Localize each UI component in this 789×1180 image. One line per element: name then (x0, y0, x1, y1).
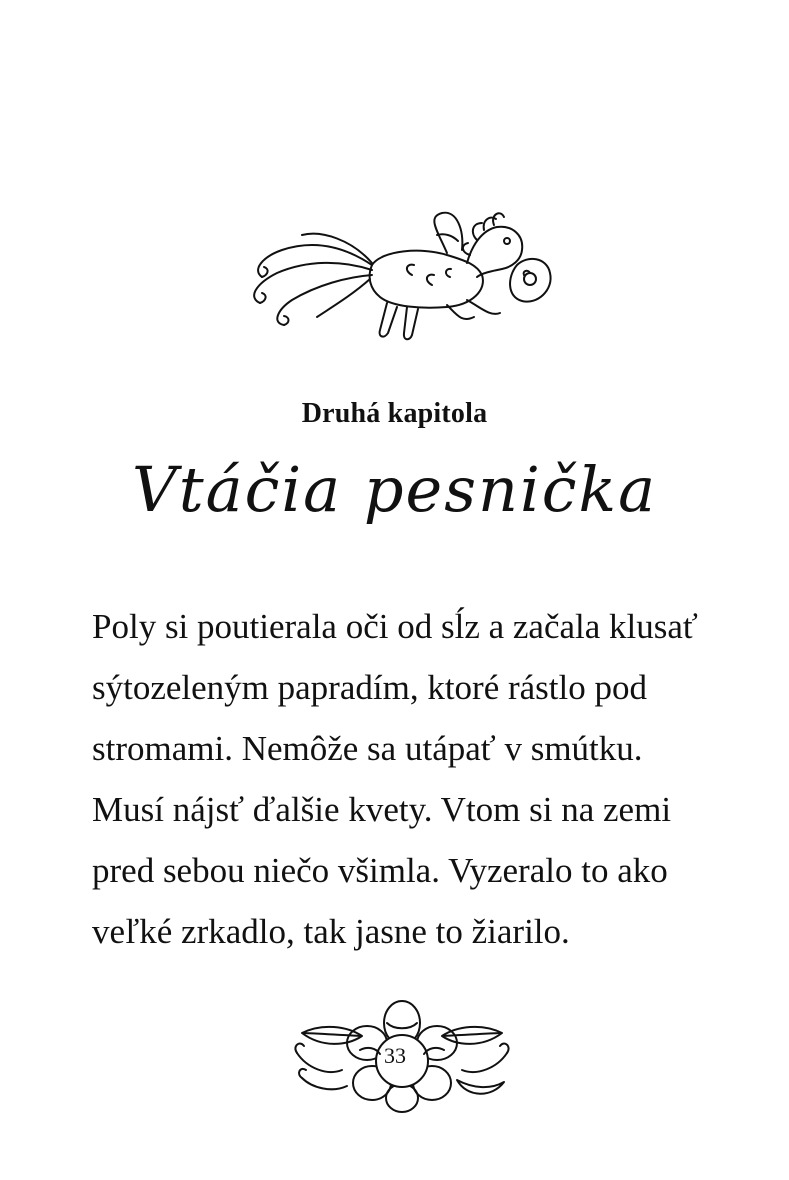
body-paragraph (92, 596, 712, 962)
pony-illustration-icon (232, 205, 562, 355)
chapter-label: Druhá kapitola (301, 398, 488, 429)
page-number: 33 (384, 1043, 406, 1068)
body-line: pred sebou niečo všimla. Vyzeralo to ako (92, 851, 668, 890)
body-line: stromami. Nemôže sa utápať v smútku. (92, 729, 643, 768)
body-line: Poly si poutierala oči od sĺz a začala klusať (92, 607, 698, 646)
body-line: sýtozeleným papradím, ktoré rástlo pod (92, 668, 647, 707)
chapter-title: Vtáčia pesnička (131, 453, 658, 526)
body-line: veľké zrkadlo, tak jasne to žiarilo. (92, 912, 570, 951)
body-line: Musí nájsť ďalšie kvety. Vtom si na zemi (92, 790, 672, 829)
